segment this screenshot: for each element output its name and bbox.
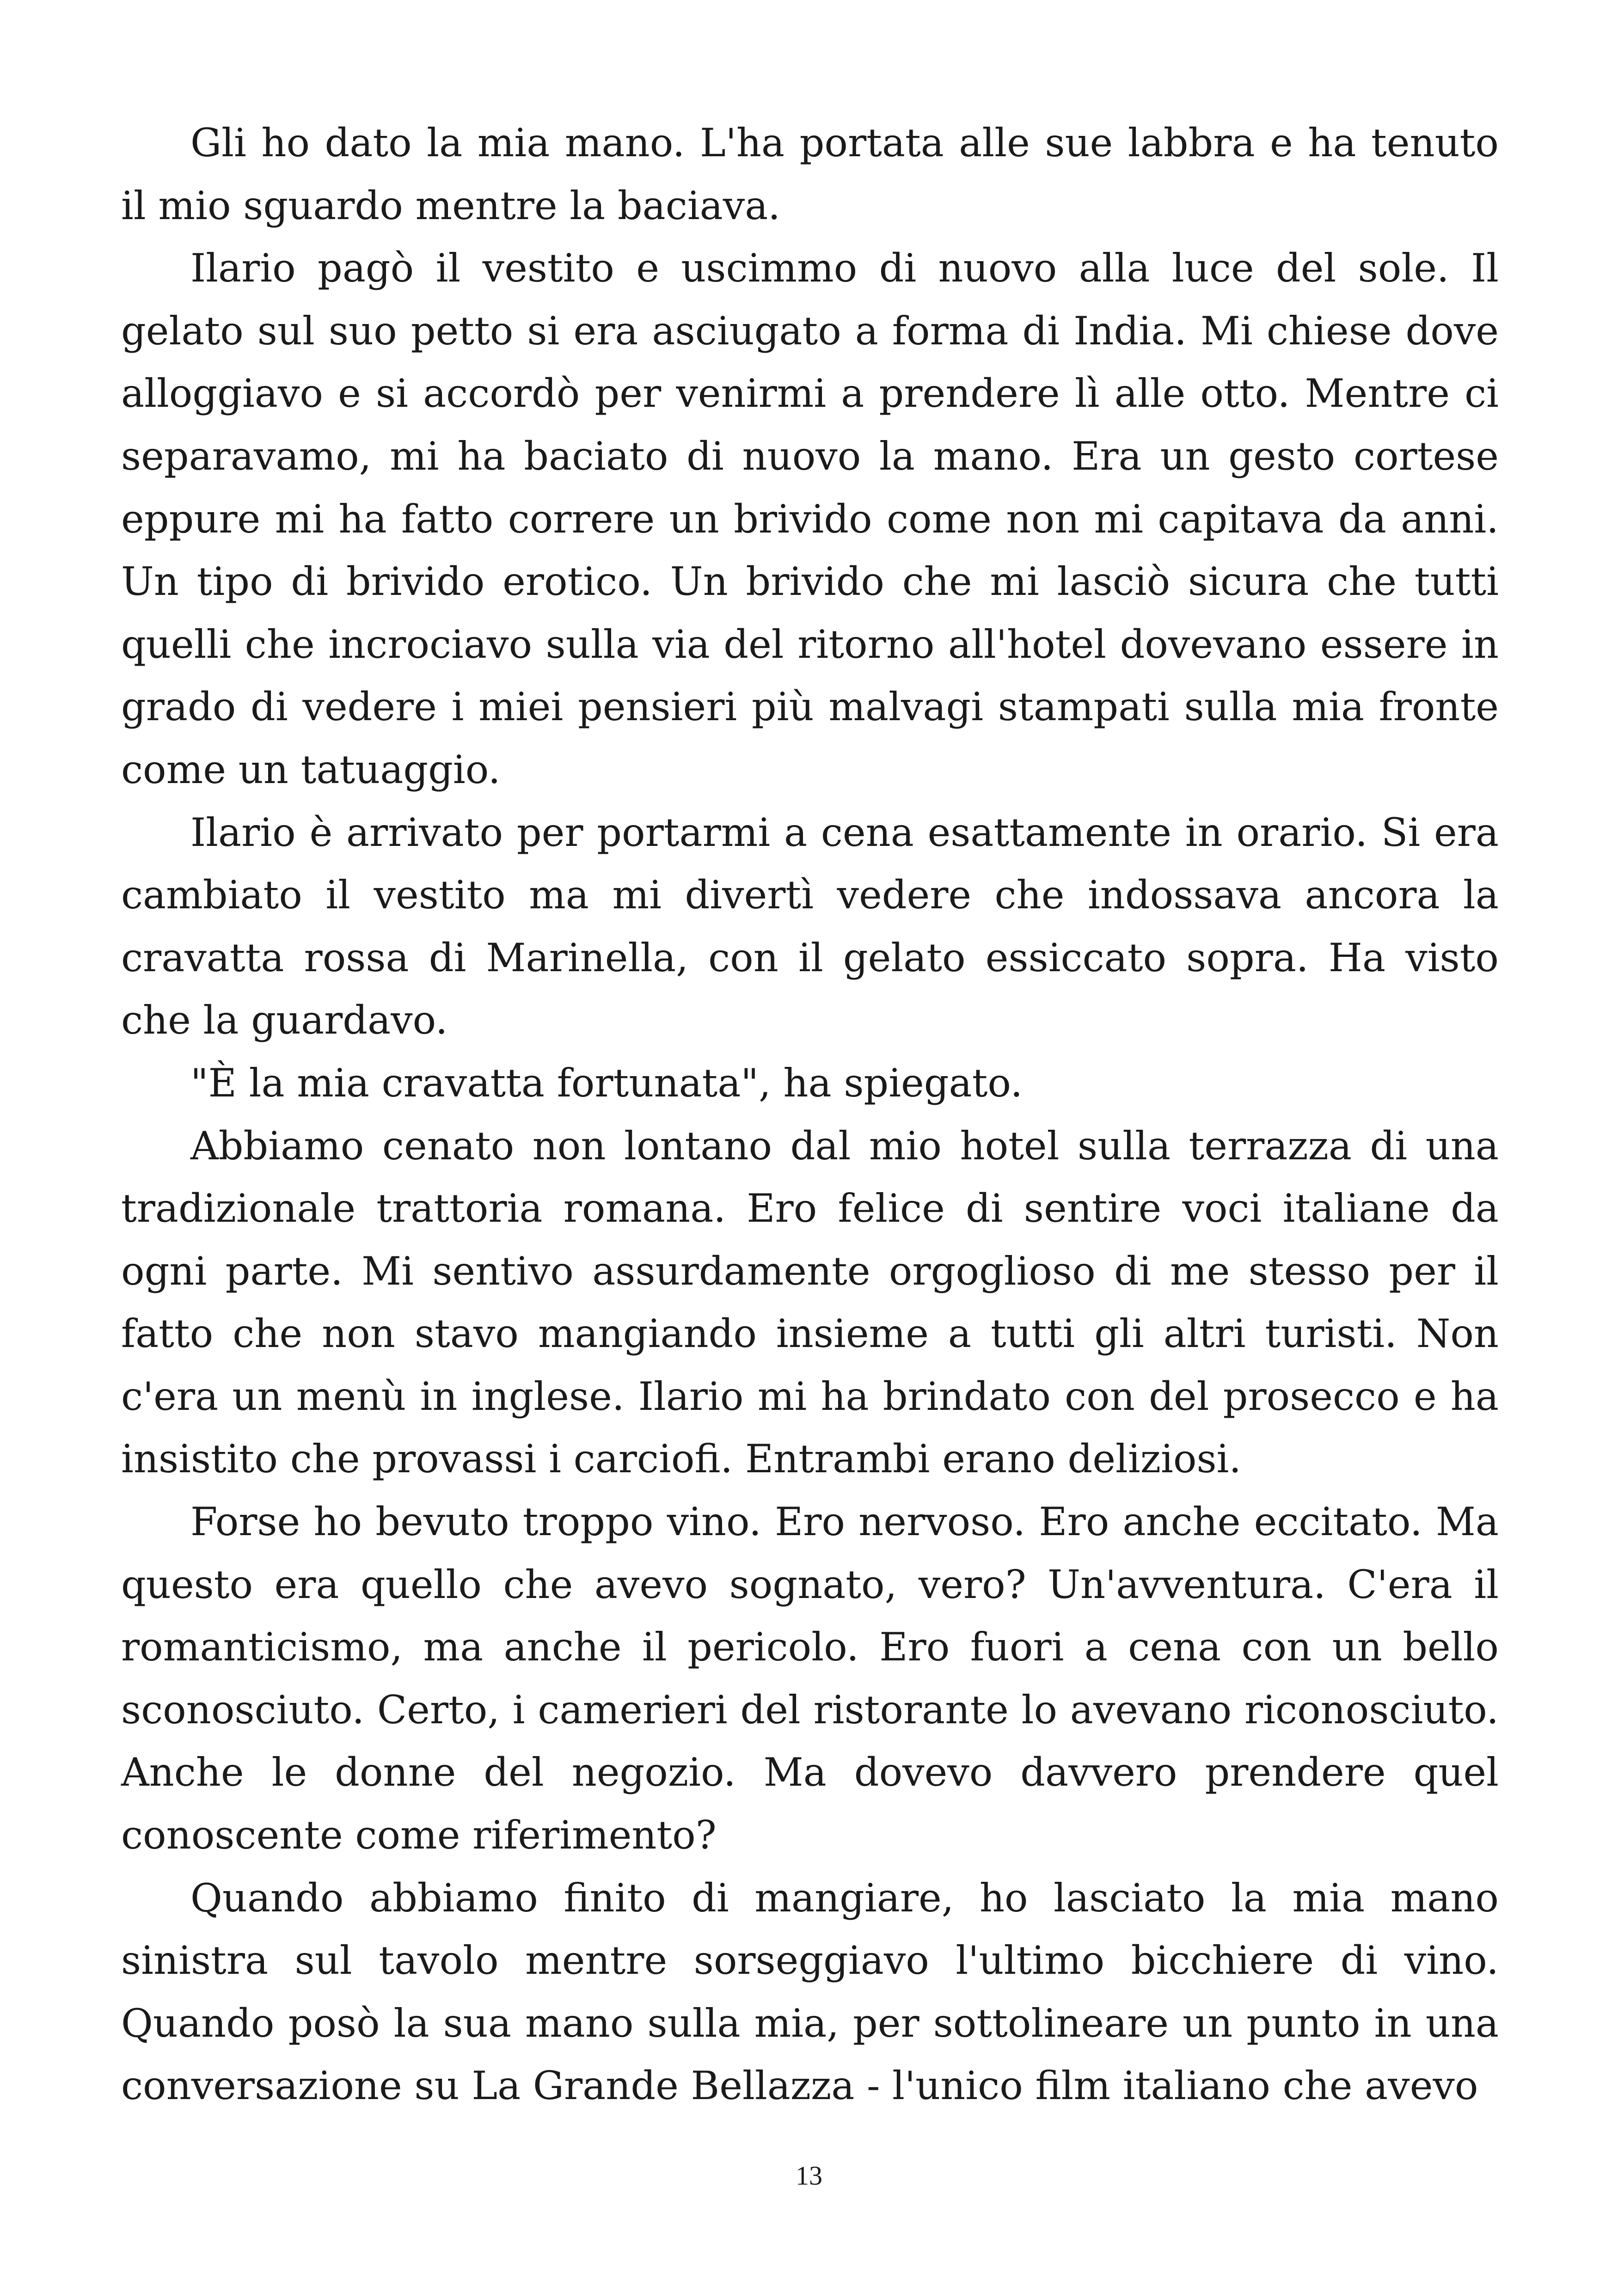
paragraph: Ilario è arrivato per portarmi a cena esattamente in orario. Si era cambiato il vestito ma mi divertì vedere che indossava ancora la cravatta rossa di Marinella, con il gelato essiccato sopra. Ha visto che la guardavo. — [121, 809, 1499, 1043]
page-number: 13 — [796, 2161, 822, 2191]
body-text — [121, 112, 1499, 2118]
paragraph: Ilario pagò il vestito e uscimmo di nuovo alla luce del sole. Il gelato sul suo petto si era asciugato a forma di India. Mi chiese dove alloggiavo e si accordò per venirmi a prendere lì alle otto. Mentre ci separavamo, mi ha baciato di nuovo la mano. Era un gesto cortese eppure mi ha fatto correre un brivido come non mi capitava da anni. Un tipo di brivido erotico. Un brivido che mi lasciò sicura che tutti quelli che incrociavo sulla via del ritorno all'hotel dovevano essere in grado di vedere i miei pensieri più malvagi stampati sulla mia fronte come un tatuaggio. — [121, 245, 1499, 792]
paragraph: Gli ho dato la mia mano. L'ha portata alle sue labbra e ha tenuto il mio sguardo mentre la baciava. — [121, 120, 1499, 228]
paragraph: Quando abbiamo finito di mangiare, ho lasciato la mia mano sinistra sul tavolo mentre sorseggiavo l'ultimo bicchiere di vino. Quando posò la sua mano sulla mia, per sottolineare un punto in una conversazione su La Grande Bellazza - l'unico film italiano che avevo — [121, 1875, 1499, 2109]
paragraph: Abbiamo cenato non lontano dal mio hotel sulla terrazza di una tradizionale trattoria romana. Ero felice di sentire voci italiane da ogni parte. Mi sentivo assurdamente orgoglioso di me stesso per il fatto che non stavo mangiando insieme a tutti gli altri turisti. Non c'era un menù in inglese. Ilario mi ha brindato con del prosecco e ha insistito che provassi i carciofi. Entrambi erano deliziosi. — [121, 1123, 1499, 1482]
paragraph: "È la mia cravatta fortunata", ha spiegato. — [190, 1060, 1023, 1106]
paragraph: Forse ho bevuto troppo vino. Ero nervoso. Ero anche eccitato. Ma questo era quello che avevo sognato, vero? Un'avventura. C'era il romanticismo, ma anche il pericolo. Ero fuori a cena con un bello sconosciuto. Certo, i camerieri del ristorante lo avevano riconosciuto. Anche le donne del negozio. Ma dovevo davvero prendere quel conoscente come riferimento? — [121, 1499, 1499, 1858]
